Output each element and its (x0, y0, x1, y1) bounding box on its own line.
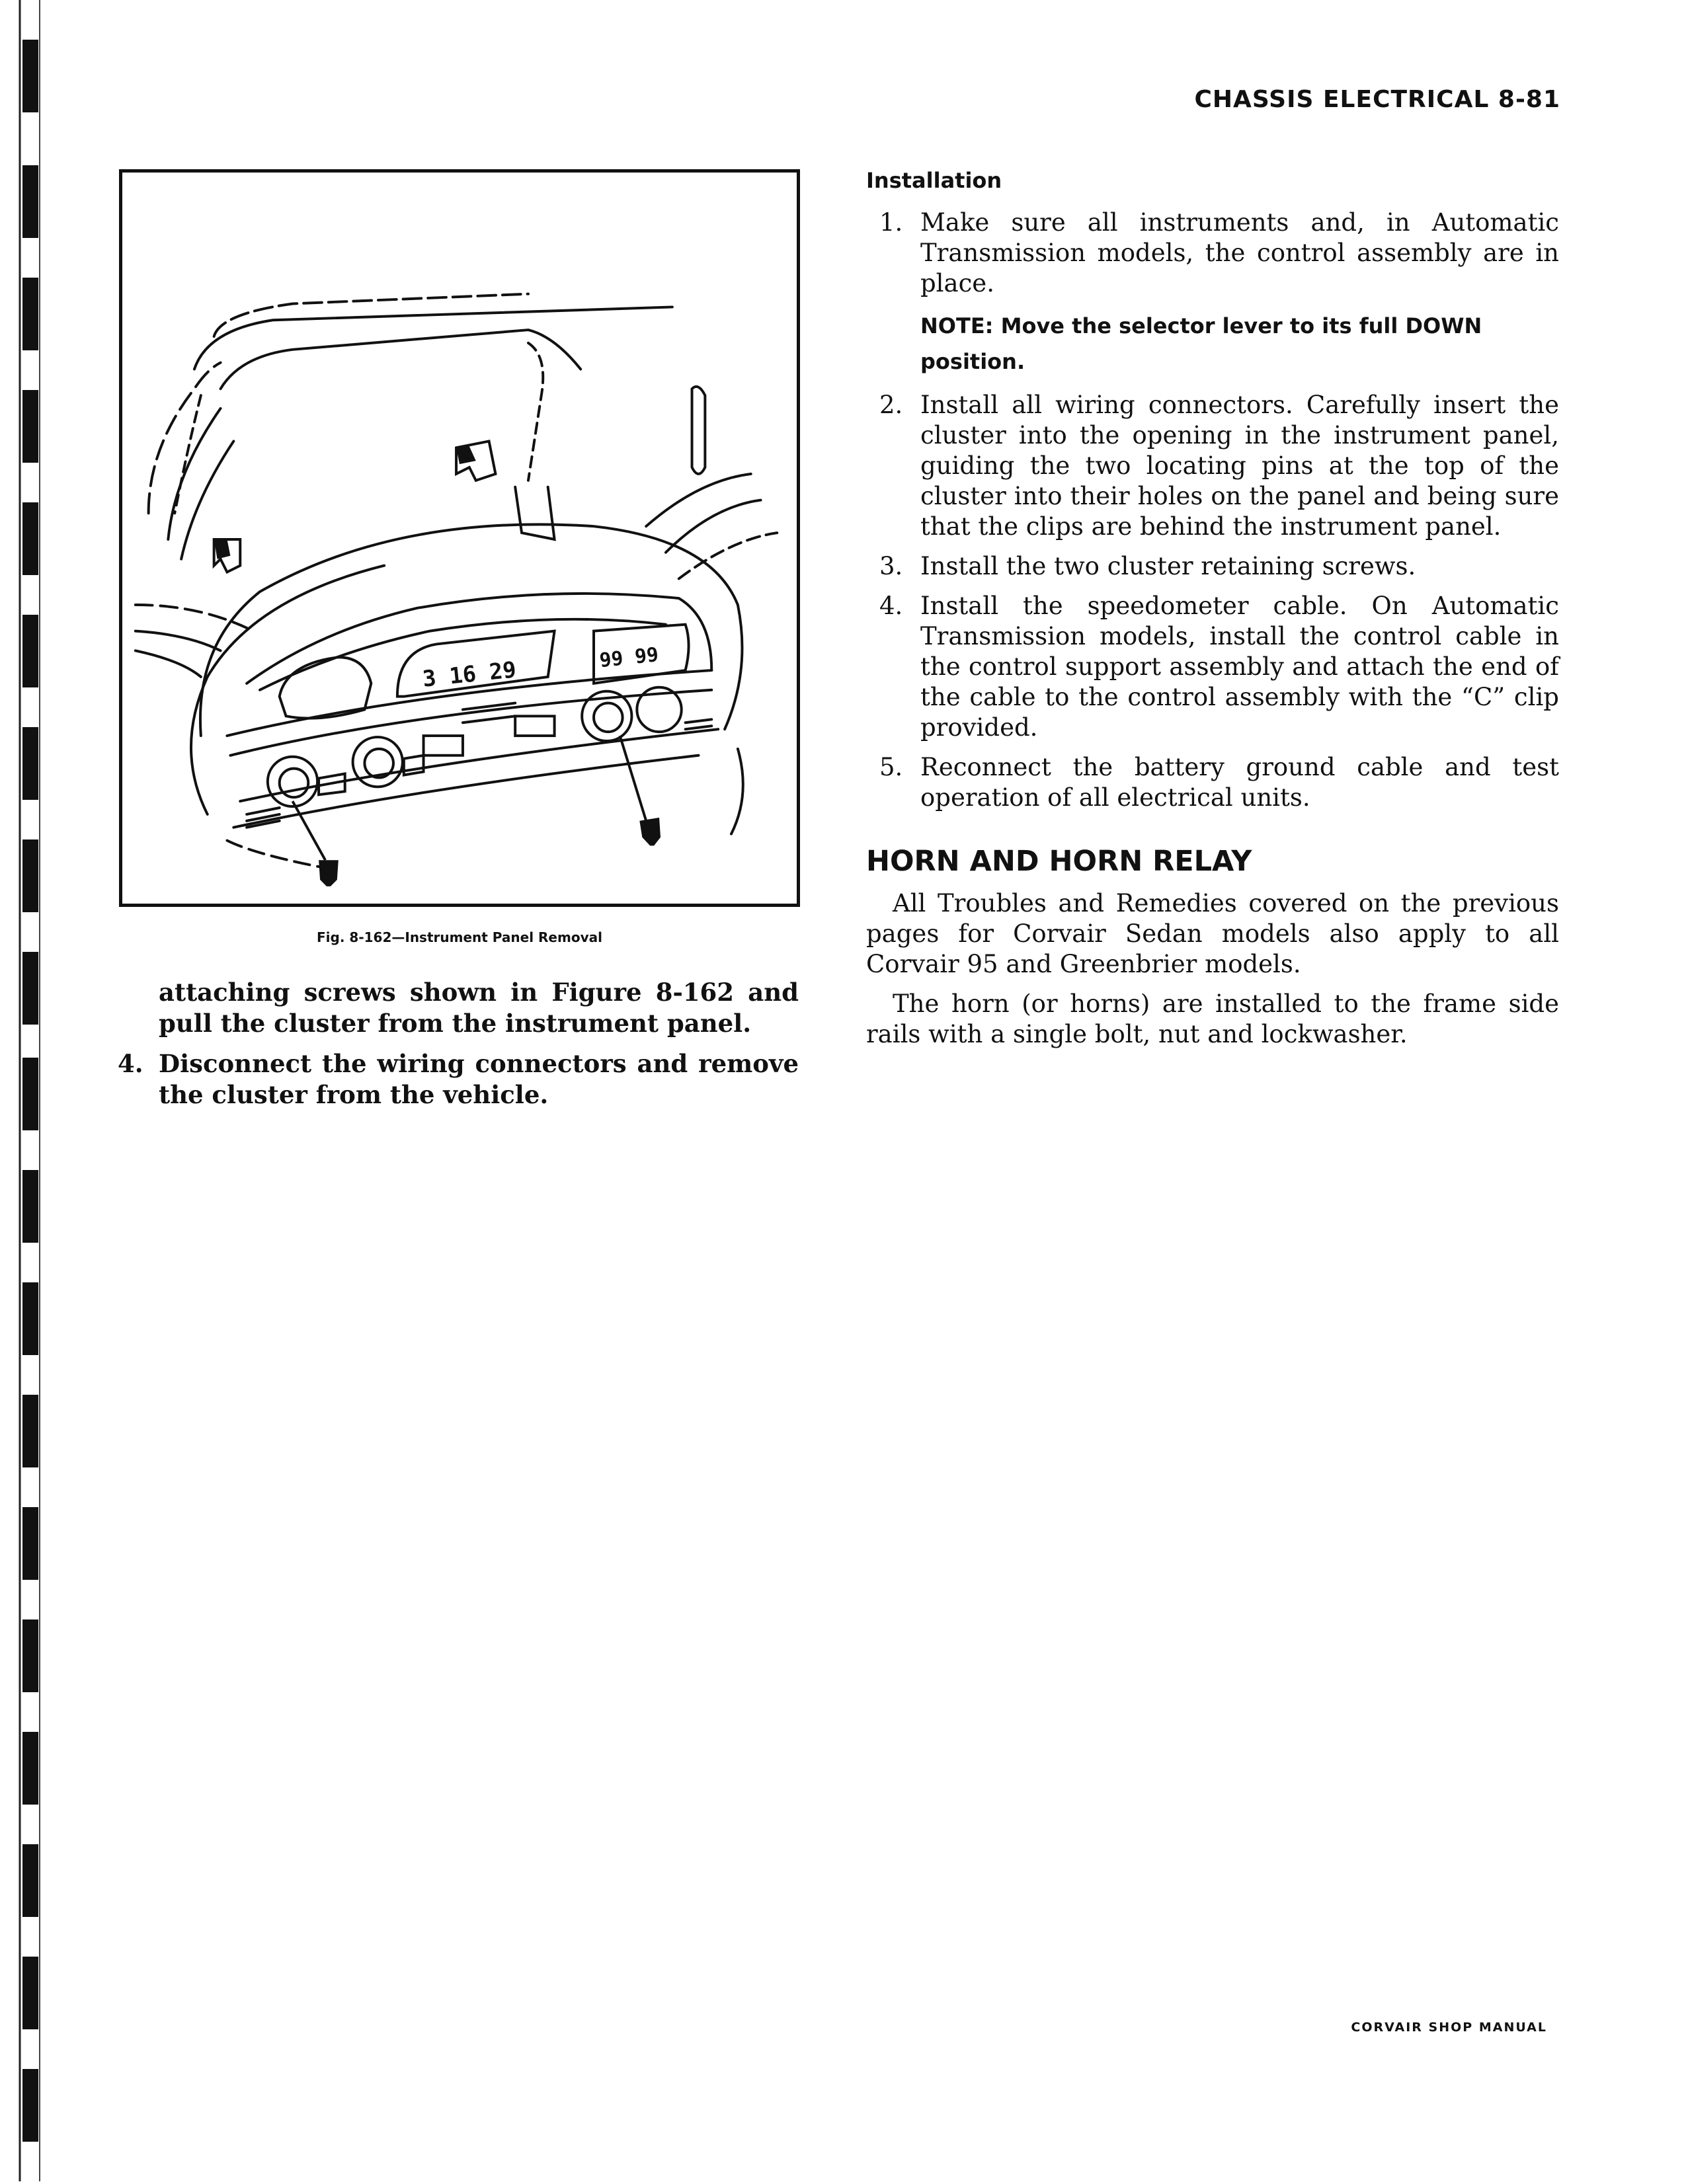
installation-step (866, 208, 1559, 299)
installation-step (866, 551, 1559, 582)
step-number: 5. (879, 753, 903, 781)
step-text: Make sure all instruments and, in Automatic Transmission models, the control assembly are in place. (920, 208, 1559, 297)
step-number: 3. (879, 552, 903, 580)
figure-caption: Fig. 8-162—Instrument Panel Removal (317, 929, 602, 945)
horn-paragraph-1: All Troubles and Remedies covered on the previous pages for Corvair Sedan models also apply to all Corvair 95 and Greenbrier models. (866, 889, 1559, 978)
horn-section-heading: HORN AND HORN RELAY (866, 845, 1252, 878)
removal-step-4 (118, 1048, 799, 1111)
page-footer: CORVAIR SHOP MANUAL (1351, 2020, 1547, 2035)
continuation-paragraph: attaching screws shown in Figure 8-162 and pull the cluster from the instrument panel. (159, 978, 799, 1038)
installation-step (866, 591, 1559, 743)
step-number: 1. (879, 208, 903, 237)
figure-gauge-label-left: 3 16 29 (421, 656, 518, 692)
instrument-panel-figure (119, 169, 800, 907)
installation-step (866, 390, 1559, 542)
right-column (866, 165, 1559, 1059)
installation-step (866, 752, 1559, 813)
selector-note: NOTE: Move the selector lever to its full DOWN position. (920, 313, 1482, 374)
installation-steps-continued (866, 390, 1559, 813)
step-number: 4. (879, 592, 903, 620)
instrument-panel-illustration (122, 173, 797, 904)
step-text: Install all wiring connectors. Carefully insert the cluster into the opening in the instrument panel, guiding the two locating pins at the top of the cluster into their holes on the panel and being sure that the clips are behind the instrument panel. (920, 391, 1559, 541)
horn-paragraph-2: The horn (or horns) are installed to the frame side rails with a single bolt, nut and lockwasher. (866, 990, 1559, 1048)
scan-binding-strip (0, 0, 56, 2181)
figure-gauge-label-right: 99 99 (598, 643, 660, 673)
left-column-text (118, 977, 799, 1111)
page-header: CHASSIS ELECTRICAL 8-81 (1194, 86, 1560, 113)
step-text: Disconnect the wiring connectors and remove the cluster from the vehicle. (159, 1049, 799, 1109)
step-text: Reconnect the battery ground cable and test operation of all electrical units. (920, 753, 1559, 812)
step-text: Install the speedometer cable. On Automatic Transmission models, install the control cable in the control support assembly and attach the end of the cable to the control assembly with the “C” clip provided. (920, 592, 1559, 742)
installation-heading: Installation (866, 168, 1002, 193)
installation-steps (866, 208, 1559, 299)
step-number: 4. (118, 1049, 143, 1078)
step-text: Install the two cluster retaining screws. (920, 552, 1416, 580)
step-number: 2. (879, 391, 903, 419)
